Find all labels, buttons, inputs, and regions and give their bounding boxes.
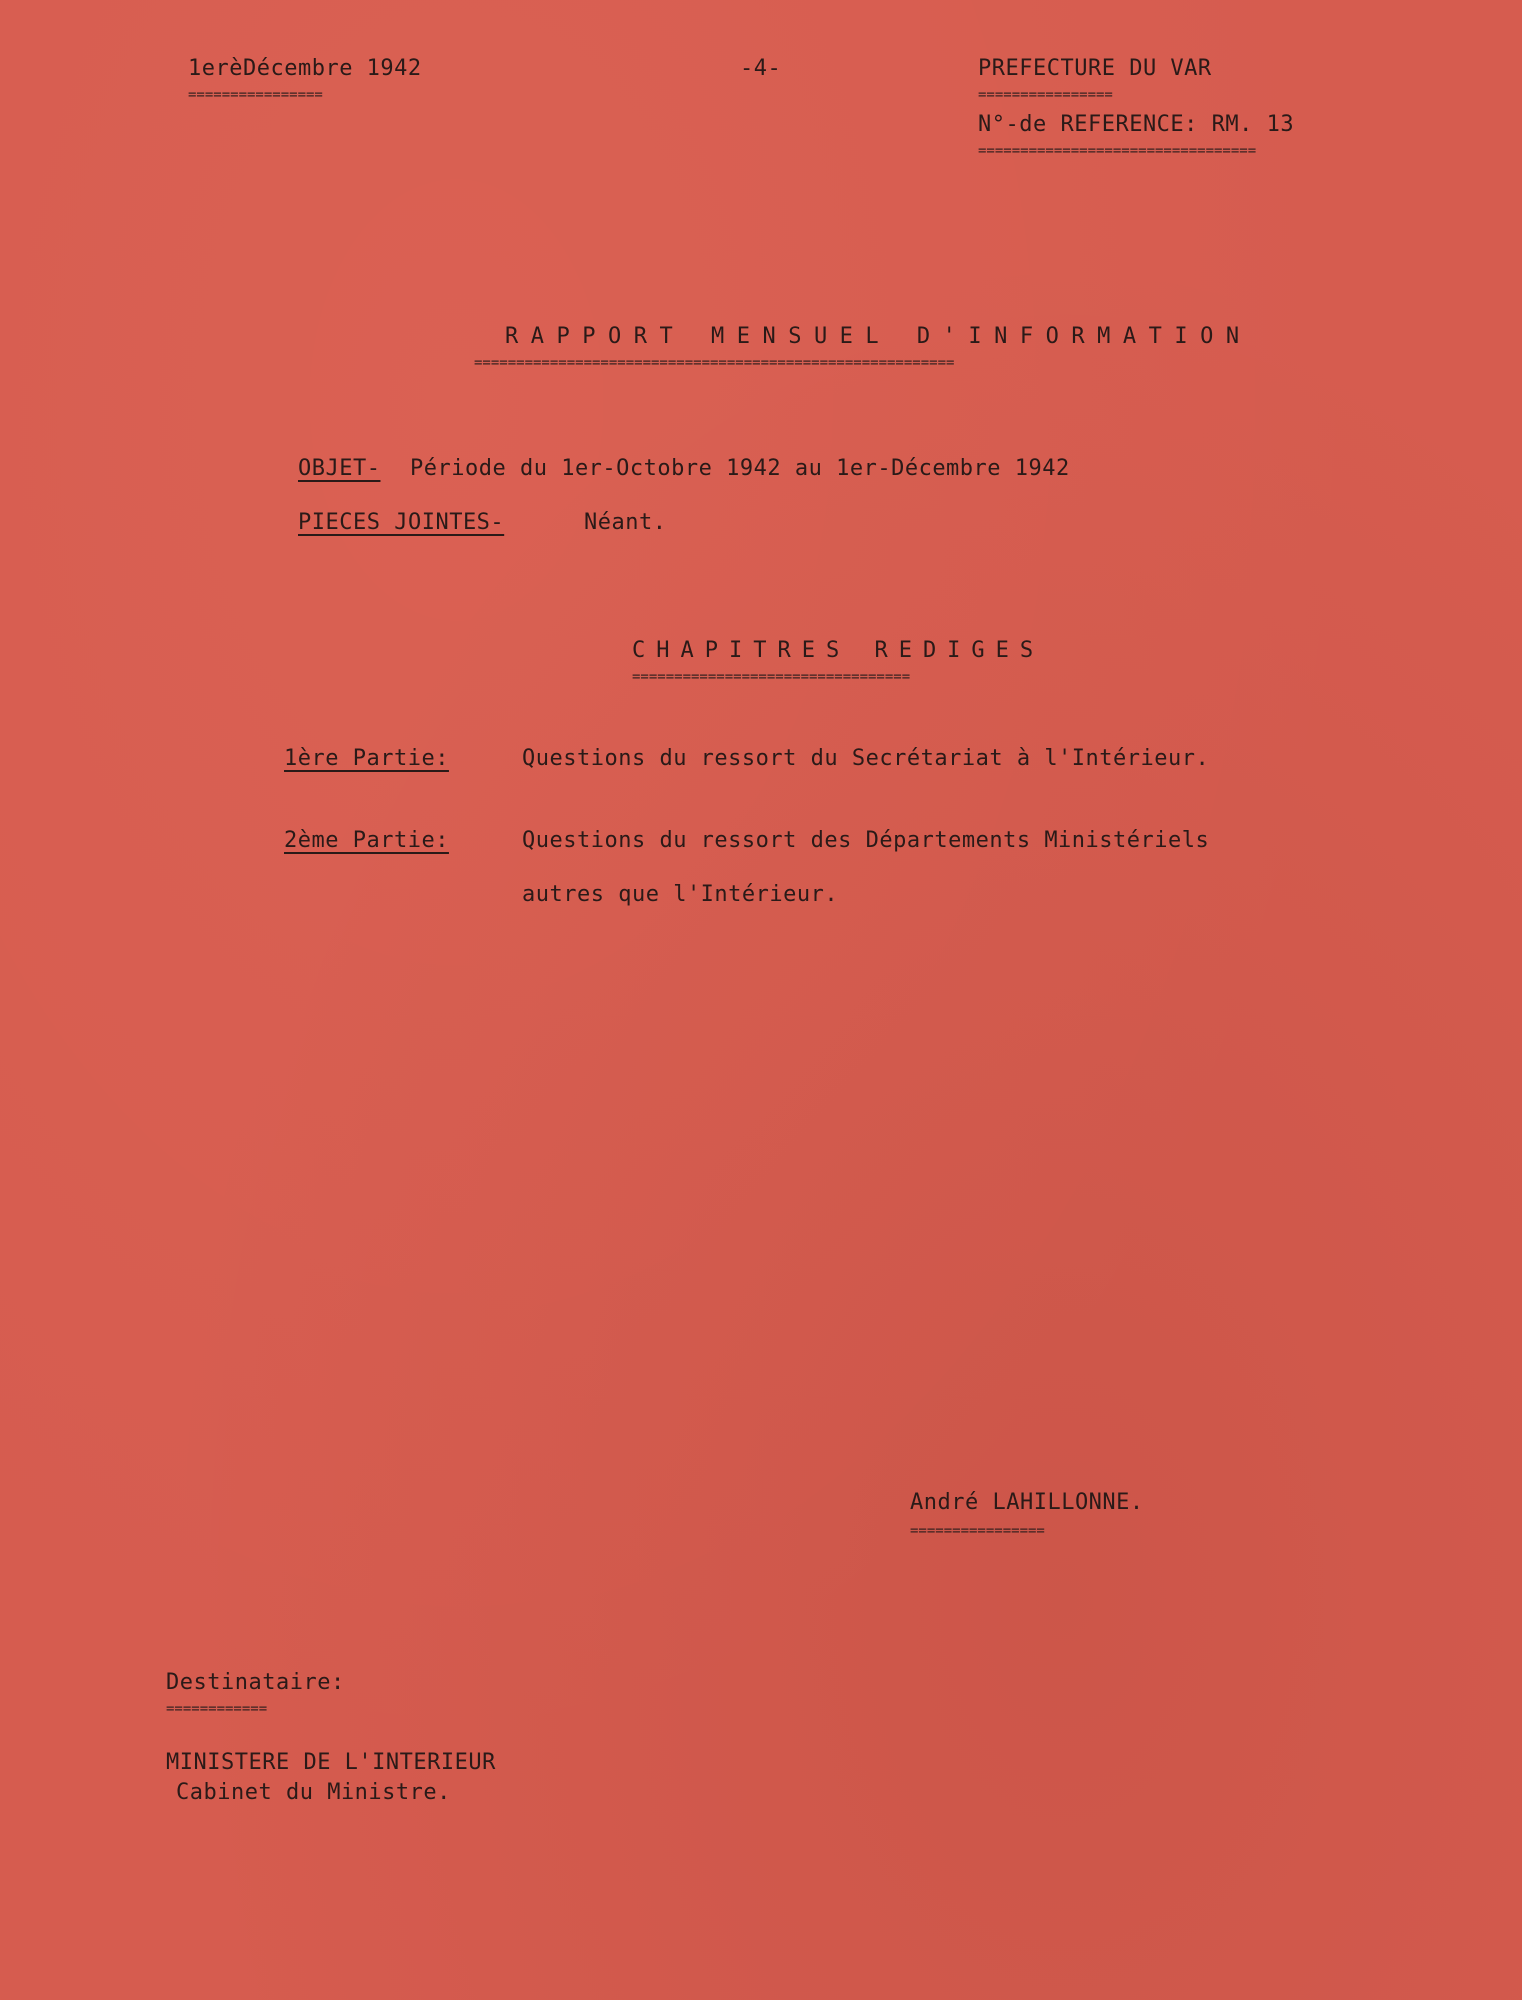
recipient-rule: ============	[166, 1702, 268, 1716]
part2-text-line1: Questions du ressort des Départements Ministériels	[522, 828, 1210, 853]
header-reference: N°-de REFERENCE: RM. 13	[978, 112, 1295, 137]
header-date-rule: ================	[188, 88, 323, 102]
chapters-heading-rule: =================================	[632, 670, 911, 684]
recipient-line2: Cabinet du Ministre.	[176, 1780, 451, 1805]
recipient-label: Destinataire:	[166, 1670, 345, 1695]
header-prefecture: PREFECTURE DU VAR	[978, 56, 1212, 81]
header-prefecture-rule: ================	[978, 88, 1113, 102]
part1-text: Questions du ressort du Secrétariat à l'Intérieur.	[522, 746, 1210, 771]
chapters-heading: CHAPITRES REDIGES	[632, 638, 1045, 663]
report-title-rule: =========================================================	[474, 356, 955, 370]
page-number: -4-	[740, 56, 782, 81]
pieces-value: Néant.	[584, 510, 667, 535]
header-date: 1erèDécembre 1942	[188, 56, 422, 81]
objet-value: Période du 1er-Octobre 1942 au 1er-Décembre 1942	[410, 456, 1070, 481]
objet-label: OBJET-	[298, 456, 381, 481]
recipient-line1: MINISTERE DE L'INTERIEUR	[166, 1750, 496, 1775]
header-reference-rule: =================================	[978, 144, 1257, 158]
report-title: RAPPORT MENSUEL D'INFORMATION	[505, 324, 1252, 349]
signature-name: André LAHILLONNE.	[910, 1490, 1144, 1515]
signature-rule: ================	[910, 1524, 1045, 1538]
part2-text-line2: autres que l'Intérieur.	[522, 882, 839, 907]
part2-label: 2ème Partie:	[284, 828, 449, 853]
pieces-label: PIECES JOINTES-	[298, 510, 505, 535]
part1-label: 1ère Partie:	[284, 746, 449, 771]
